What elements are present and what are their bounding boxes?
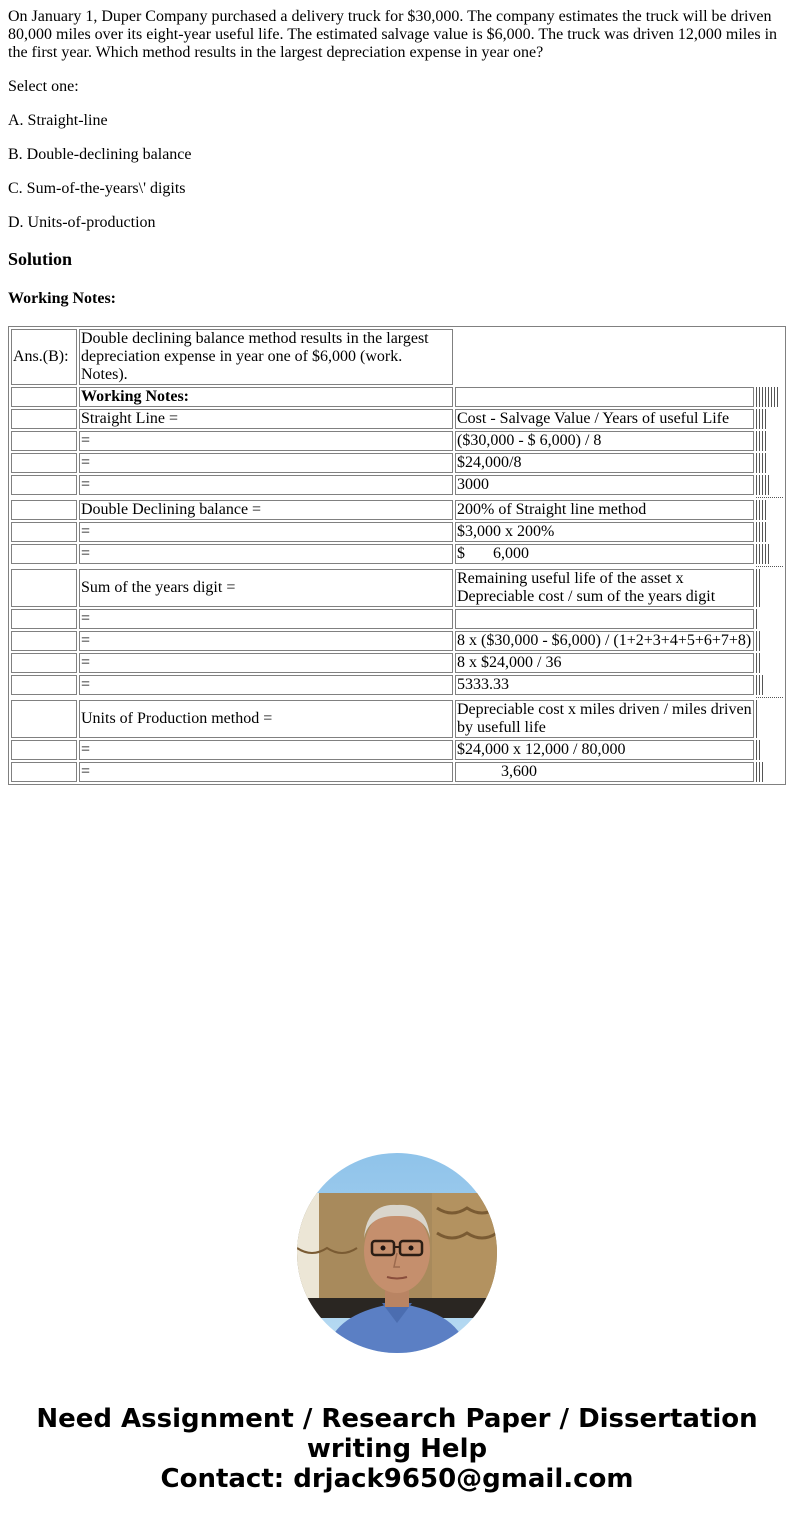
table-row bbox=[11, 700, 783, 738]
row-label: = bbox=[79, 740, 453, 760]
avatar-photo bbox=[297, 1153, 497, 1353]
table-row bbox=[11, 544, 783, 564]
option-b: B. Double-declining balance bbox=[8, 146, 192, 163]
option-a: A. Straight-line bbox=[8, 112, 108, 129]
option-d: D. Units-of-production bbox=[8, 214, 156, 231]
row-value: 200% of Straight line method bbox=[455, 500, 754, 520]
row-label: = bbox=[79, 522, 453, 542]
row-label: Straight Line = bbox=[79, 409, 453, 429]
answer-label: Ans.(B): bbox=[11, 329, 77, 385]
table-row bbox=[11, 453, 783, 473]
row-label: Double Declining balance = bbox=[79, 500, 453, 520]
table-row bbox=[11, 631, 783, 651]
table-row bbox=[11, 609, 783, 629]
table-heading: Working Notes: bbox=[79, 387, 453, 407]
author-avatar bbox=[297, 1153, 497, 1353]
row-label: = bbox=[79, 453, 453, 473]
row-value: 5333.33 bbox=[455, 675, 754, 695]
row-value: $24,000 x 12,000 / 80,000 bbox=[455, 740, 754, 760]
row-marks bbox=[756, 387, 783, 407]
row-label: = bbox=[79, 431, 453, 451]
row-value: 3,600 bbox=[455, 762, 754, 782]
table-row bbox=[11, 500, 783, 520]
row-value: 3000 bbox=[455, 475, 754, 495]
table-row bbox=[11, 740, 783, 760]
row-value bbox=[455, 609, 754, 629]
row-label: Sum of the years digit = bbox=[79, 569, 453, 607]
select-prompt: Select one: bbox=[8, 78, 79, 95]
answer-text: Double declining balance method results in the largest depreciation expense in year one of $6,000 (work. Notes). bbox=[79, 329, 453, 385]
table-row bbox=[11, 675, 783, 695]
table-row bbox=[11, 653, 783, 673]
question-text: On January 1, Duper Company purchased a delivery truck for $30,000. The company estimates the truck will be driven 80,000 miles over its eight-year useful life. The estimated salvage value is $6,000. The truck was driven 12,000 miles in the first year. Which method results in the largest depreciation expense in year one? bbox=[8, 8, 778, 61]
row-value: Cost - Salvage Value / Years of useful Life bbox=[455, 409, 754, 429]
row-label: = bbox=[79, 475, 453, 495]
row-value: 8 x ($30,000 - $6,000) / (1+2+3+4+5+6+7+8) bbox=[455, 631, 754, 651]
row-value: ($30,000 - $ 6,000) / 8 bbox=[455, 431, 754, 451]
table-row bbox=[11, 431, 783, 451]
promo-banner bbox=[0, 1404, 794, 1494]
row-label: = bbox=[79, 631, 453, 651]
row-label: = bbox=[79, 675, 453, 695]
document-body bbox=[8, 8, 786, 785]
promo-line-3: Contact: drjack9650@gmail.com bbox=[160, 1464, 634, 1494]
row-label: = bbox=[79, 762, 453, 782]
working-notes-heading: Working Notes: bbox=[8, 290, 116, 307]
row-value: 8 x $24,000 / 36 bbox=[455, 653, 754, 673]
promo-line-2: writing Help bbox=[306, 1434, 488, 1464]
table-row bbox=[11, 522, 783, 542]
table-row bbox=[11, 569, 783, 607]
table-row bbox=[11, 387, 783, 407]
row-label: = bbox=[79, 653, 453, 673]
row-label: Units of Production method = bbox=[79, 700, 453, 738]
row-value: $ 6,000 bbox=[455, 544, 754, 564]
table-row bbox=[11, 409, 783, 429]
row-label: = bbox=[79, 544, 453, 564]
row-label: = bbox=[79, 609, 453, 629]
table-row bbox=[11, 762, 783, 782]
solution-heading: Solution bbox=[8, 249, 73, 269]
row-value: Depreciable cost x miles driven / miles driven by usefull life bbox=[455, 700, 754, 738]
option-c: C. Sum-of-the-years\' digits bbox=[8, 180, 186, 197]
promo-line-1: Need Assignment / Research Paper / Dissertation bbox=[36, 1404, 758, 1434]
row-value: $24,000/8 bbox=[455, 453, 754, 473]
answer-row bbox=[11, 329, 783, 385]
row-value: Remaining useful life of the asset x Depreciable cost / sum of the years digit bbox=[455, 569, 754, 607]
row-value: $3,000 x 200% bbox=[455, 522, 754, 542]
working-notes-table bbox=[8, 326, 786, 785]
table-row bbox=[11, 475, 783, 495]
